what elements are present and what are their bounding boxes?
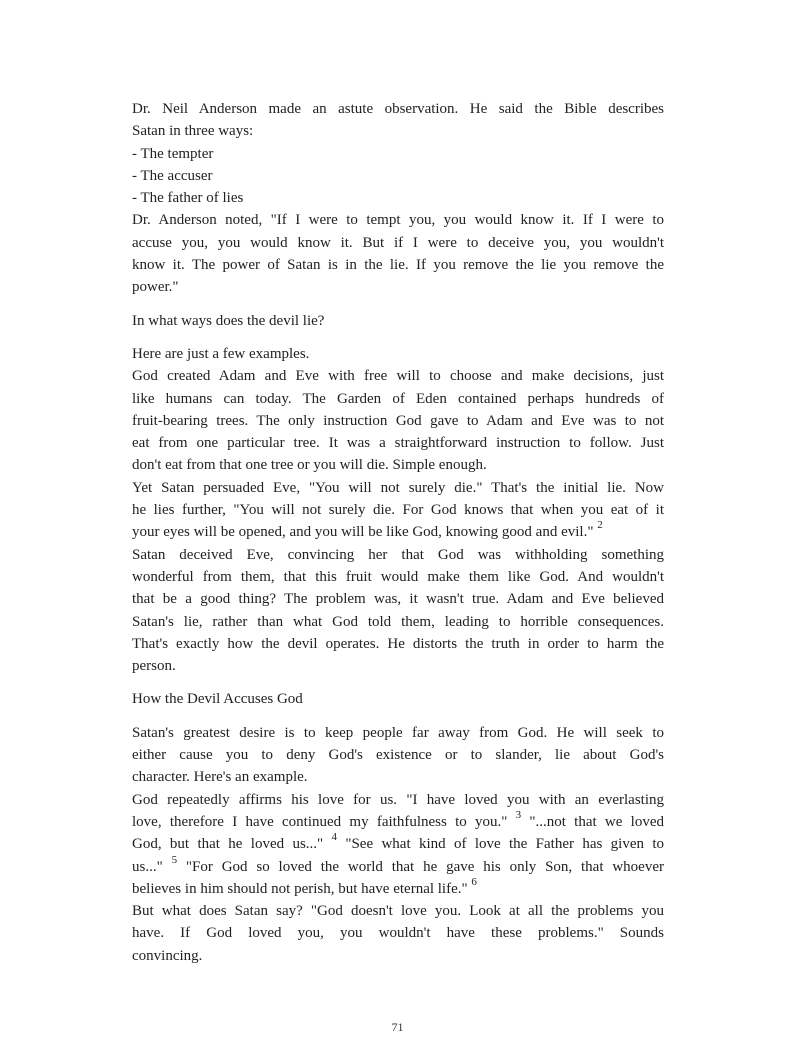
text-line xyxy=(132,853,664,878)
text-line: Satan in three ways: xyxy=(132,123,254,140)
footnote-marker[interactable]: 4 xyxy=(331,831,337,844)
text-line: person. xyxy=(132,658,176,675)
text-line: That's exactly how the devil operates. He distorts the truth in order to harm the xyxy=(132,635,664,652)
text-line: Here are just a few examples. xyxy=(132,345,310,362)
text-line xyxy=(132,833,664,855)
text-line: power." xyxy=(132,279,179,296)
text-line: convincing. xyxy=(132,947,203,964)
text-span: believes in him should not perish, but have eternal life." xyxy=(132,880,472,897)
page-body xyxy=(132,98,664,967)
text-line: God repeatedly affirms his love for us. "I have loved you with an everlasting xyxy=(132,791,664,808)
text-line: have. If God loved you, you wouldn't have these problems." Sounds xyxy=(132,925,664,942)
text-line: Yet Satan persuaded Eve, "You will not surely die." That's the initial lie. Now xyxy=(132,479,664,496)
text-span: us..." xyxy=(132,858,172,875)
text-line: that be a good thing? The problem was, it wasn't true. Adam and Eve believed xyxy=(132,591,664,608)
text-line: Satan's greatest desire is to keep people far away from God. He will seek to xyxy=(132,724,664,741)
text-line: Dr. Anderson noted, "If I were to tempt you, you would know it. If I were to xyxy=(132,212,664,229)
text-line: fruit-bearing trees. The only instruction God gave to Adam and Eve was to not xyxy=(132,412,664,429)
text-line: Dr. Neil Anderson made an astute observation. He said the Bible describes xyxy=(132,101,664,117)
section-heading: How the Devil Accuses God xyxy=(132,691,303,708)
text-line: Satan's lie, rather than what God told them, leading to horrible consequences. xyxy=(132,613,664,630)
paragraph-anderson xyxy=(132,98,664,299)
text-span: love, therefore I have continued my faithfulness to you." xyxy=(132,813,516,830)
paragraph-accuses-god xyxy=(132,722,664,967)
text-line: don't eat from that one tree or you will die. Simple enough. xyxy=(132,457,487,474)
text-line: In what ways does the devil lie? xyxy=(132,312,325,329)
text-line: know it. The power of Satan is in the lie. If you remove the lie you remove the xyxy=(132,257,664,274)
text-line: Satan deceived Eve, convincing her that God was withholding something xyxy=(132,546,664,563)
text-line: wonderful from them, that this fruit would make them like God. And wouldn't xyxy=(132,568,664,585)
text-line xyxy=(132,875,664,900)
text-span: "See what kind of love the Father has given to xyxy=(337,836,664,853)
text-line: he lies further, "You will not surely die. For God knows that when you eat of it xyxy=(132,502,664,519)
page-number: 71 xyxy=(391,1020,404,1034)
list-item-father-of-lies: - The father of lies xyxy=(132,190,244,207)
paragraph-examples xyxy=(132,343,664,677)
text-span: God, but that he loved us..." xyxy=(132,836,332,853)
text-line: either cause you to deny God's existence or to slander, lie about God's xyxy=(132,747,664,764)
list-item-tempter: - The tempter xyxy=(132,145,214,162)
text-line: like humans can today. The Garden of Eden contained perhaps hundreds of xyxy=(132,390,664,407)
text-span: "For God so loved the world that he gave his only Son, that whoever xyxy=(177,858,664,875)
text-line: character. Here's an example. xyxy=(132,769,308,786)
text-span: your eyes will be opened, and you will be like God, knowing good and evil." xyxy=(132,524,598,541)
text-line: But what does Satan say? "God doesn't love you. Look at all the problems you xyxy=(132,903,664,920)
footnote-marker[interactable]: 5 xyxy=(171,853,178,866)
footnote-marker[interactable]: 6 xyxy=(471,875,477,888)
text-line: eat from one particular tree. It was a straightforward instruction to follow. Just xyxy=(132,435,664,452)
text-line xyxy=(132,808,664,833)
text-line: accuse you, you would know it. But if I were to deceive you, you wouldn't xyxy=(132,234,664,251)
text-line: God created Adam and Eve with free will to choose and make decisions, just xyxy=(132,368,664,385)
text-line xyxy=(132,521,664,543)
paragraph-question xyxy=(132,310,664,332)
text-span: "...not that we loved xyxy=(521,813,664,830)
footnote-marker[interactable]: 2 xyxy=(597,519,603,532)
list-item-accuser: - The accuser xyxy=(132,167,213,184)
footnote-marker[interactable]: 3 xyxy=(515,808,522,821)
